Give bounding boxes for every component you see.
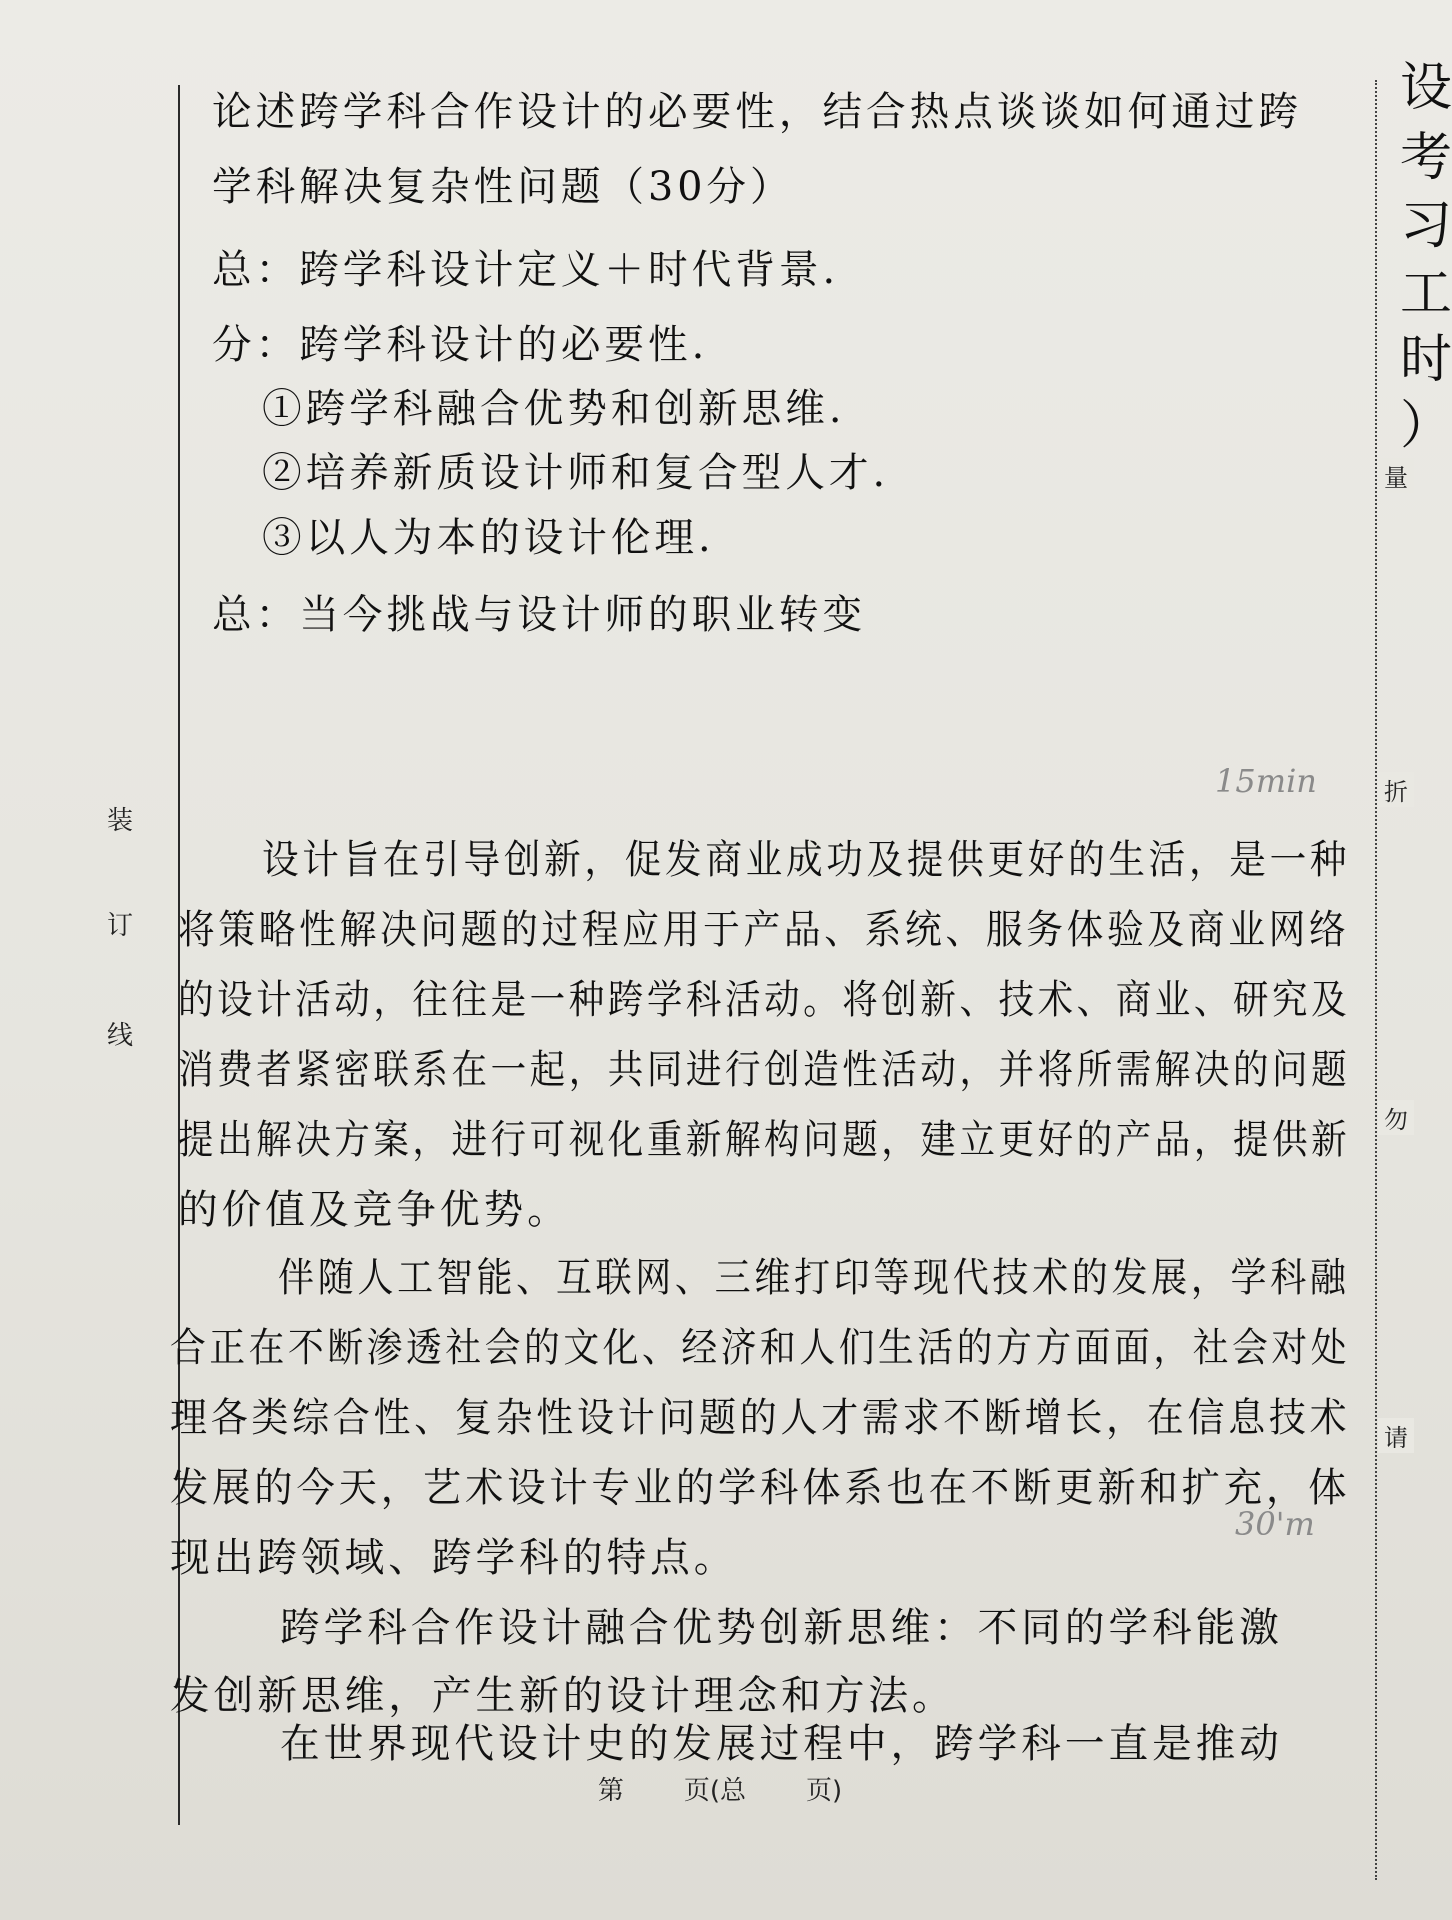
essay-line: 跨学科合作设计融合优势创新思维：不同的学科能激 — [280, 1605, 1283, 1651]
fold-label-3: 勿 — [1378, 1100, 1414, 1135]
edge-char: ） — [1400, 396, 1452, 456]
essay-line: 在世界现代设计史的发展过程中，跨学科一直是推动 — [280, 1721, 1283, 1767]
outline-point-3: ③以人为本的设计伦理. — [262, 515, 715, 561]
edge-char: 工 — [1400, 264, 1452, 324]
edge-char: 设 — [1400, 58, 1452, 118]
essay-line: 现出跨领域、跨学科的特点。 — [170, 1535, 738, 1581]
footer-page: 第 — [597, 1776, 624, 1806]
essay-line: 伴随人工智能、互联网、三维打印等现代技术的发展，学科融 — [278, 1255, 1350, 1301]
essay-line: 设计旨在引导创新，促发商业成功及提供更好的生活，是一种 — [262, 837, 1351, 883]
essay-line: 提出解决方案，进行可视化重新解构问题，建立更好的产品，提供新 — [178, 1117, 1351, 1163]
outline-point-1: ①跨学科融合优势和创新思维. — [262, 386, 846, 432]
fold-label-2: 折 — [1378, 772, 1414, 807]
essay-line: 发创新思维，产生新的设计理念和方法。 — [170, 1673, 956, 1719]
question-line-1: 论述跨学科合作设计的必要性，结合热点谈谈如何通过跨 — [212, 89, 1303, 135]
essay-line: 发展的今天，艺术设计专业的学科体系也在不断更新和扩充，体 — [170, 1465, 1351, 1511]
footer-total-end: 页) — [806, 1776, 843, 1806]
essay-line: 理各类综合性、复杂性设计问题的人才需求不断增长，在信息技术 — [170, 1395, 1351, 1441]
fold-label-1: 量 — [1378, 458, 1414, 493]
essay-line: 的设计活动，往往是一种跨学科活动。将创新、技术、商业、研究及 — [178, 977, 1351, 1023]
time-note-30min: 30'm — [1235, 1505, 1315, 1543]
essay-line: 合正在不断渗透社会的文化、经济和人们生活的方方面面，社会对处 — [170, 1325, 1351, 1371]
question-line-2: 学科解决复杂性问题（30分） — [212, 164, 794, 210]
outline-conclusion: 总：当今挑战与设计师的职业转变 — [212, 592, 867, 638]
binding-label-zhuang: 装 — [106, 806, 133, 836]
fold-label-4: 请 — [1378, 1418, 1414, 1453]
binding-label-xian: 线 — [106, 1021, 133, 1051]
footer-page-total: 页(总 — [683, 1776, 746, 1806]
essay-line: 消费者紧密联系在一起，共同进行创造性活动，并将所需解决的问题 — [178, 1047, 1351, 1093]
time-note-15min: 15min — [1215, 762, 1317, 800]
outline-intro: 总：跨学科设计定义＋时代背景. — [212, 247, 840, 293]
edge-char: 时 — [1400, 330, 1452, 390]
page-footer — [0, 1770, 1440, 1807]
binding-label-ding: 订 — [106, 911, 133, 941]
edge-char: 习 — [1400, 196, 1452, 256]
essay-line: 将策略性解决问题的过程应用于产品、系统、服务体验及商业网络 — [178, 907, 1350, 953]
edge-char: 考 — [1400, 128, 1452, 188]
fold-line — [1375, 80, 1377, 1880]
outline-body-heading: 分：跨学科设计的必要性. — [212, 322, 709, 368]
outline-point-2: ②培养新质设计师和复合型人才. — [262, 450, 890, 496]
essay-line: 的价值及竞争优势。 — [178, 1187, 571, 1233]
